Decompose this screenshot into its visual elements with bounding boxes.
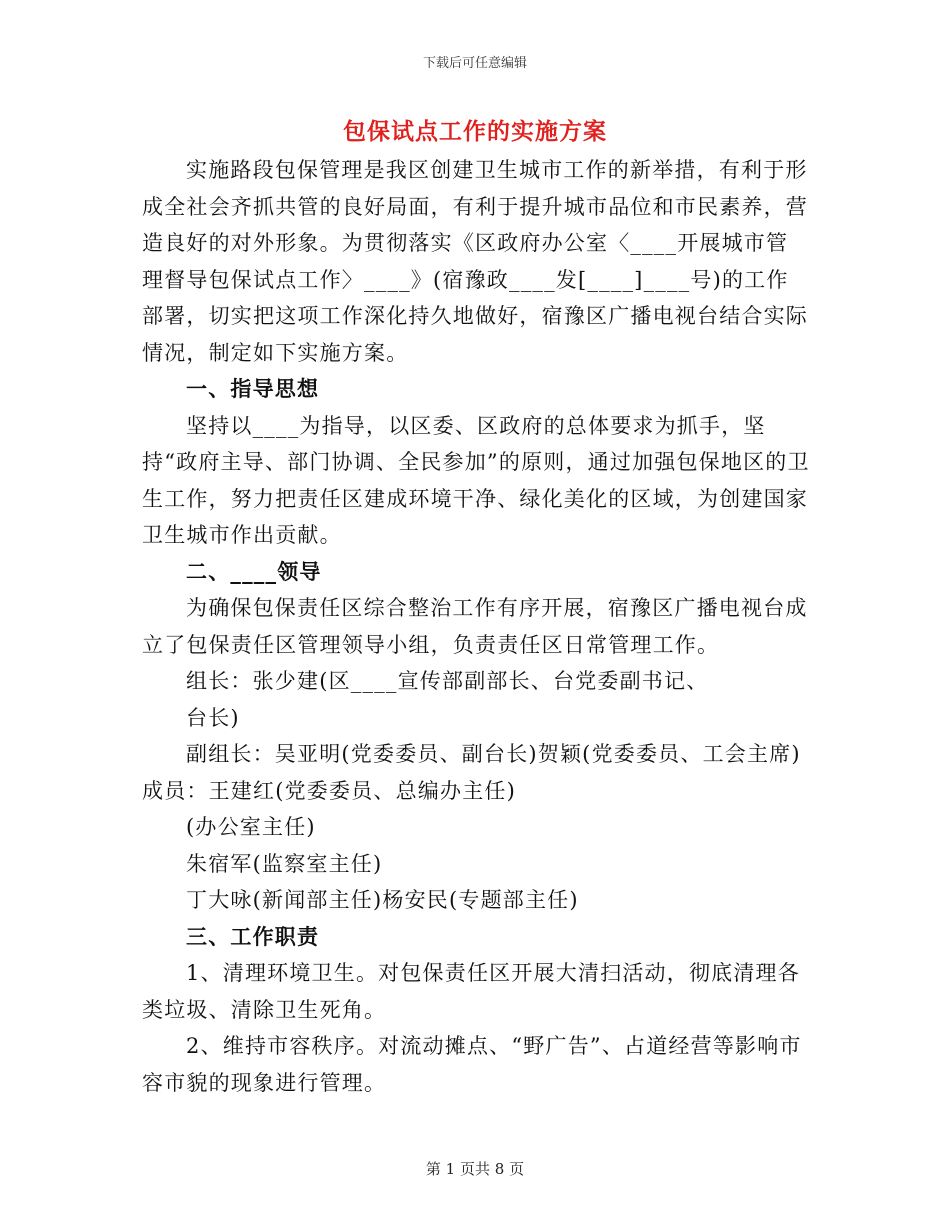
document-title: 包保试点工作的实施方案	[343, 118, 607, 145]
section-heading-duties: 三、工作职责	[186, 923, 320, 949]
duty-item-1: 1、清理环境卫生。对包保责任区开展大清扫活动，彻底清理各类垃圾、清除卫生死角。	[142, 961, 800, 1022]
section-heading-leadership: 二、____领导	[186, 558, 322, 584]
leadership-paragraph: 为确保包保责任区综合整治工作有序开展，宿豫区广播电视台成立了包保责任区管理领导小组，负责责任区日常管理工作。	[142, 596, 808, 657]
member-office-director-line: (办公室主任)	[186, 815, 316, 839]
deputy-leaders-line: 副组长：吴亚明(党委委员、副台长)贺颖(党委委员、工会主席)	[186, 742, 801, 766]
team-leader-line: 组长：张少建(区____宣传部副部长、台党委副书记、	[186, 669, 709, 693]
guiding-ideology-paragraph: 坚持以____为指导，以区委、区政府的总体要求为抓手，坚持“政府主导、部门协调、全民参加”的原则，通过加强包保地区的卫生工作，努力把责任区建成环境干净、绿化美化的区域，为创建国家卫生城市作出贡献。	[142, 413, 810, 547]
document-body	[142, 152, 810, 1101]
members-line: 成员：王建红(党委委员、总编办主任)	[142, 778, 516, 803]
header-note: 下载后可任意编辑	[422, 56, 527, 71]
duty-item-2: 2、维持市容秩序。对流动摊点、“野广告”、占道经营等影响市容市貌的现象进行管理。	[142, 1034, 802, 1095]
team-leader-title-line: 台长)	[186, 705, 240, 730]
page-number: 第 1 页共 8 页	[425, 1160, 525, 1178]
member-supervision-line: 朱宿军(监察室主任)	[186, 851, 383, 876]
member-news-special-line: 丁大咏(新闻部主任)杨安民(专题部主任)	[186, 888, 579, 912]
intro-paragraph: 实施路段包保管理是我区创建卫生城市工作的新举措，有利于形成全社会齐抓共管的良好局面，有利于提升城市品位和市民素养，营造良好的对外形象。为贯彻落实《区政府办公室〈____开展城市管理督导包保试点工作〉____》(宿豫政____发[____]____号)的工作部署，切实把这项工作深化持久地做好，宿豫区广播电视台结合实际情况，制定如下实施方案。	[142, 158, 808, 365]
section-heading-guiding-ideology: 一、指导思想	[186, 376, 320, 401]
